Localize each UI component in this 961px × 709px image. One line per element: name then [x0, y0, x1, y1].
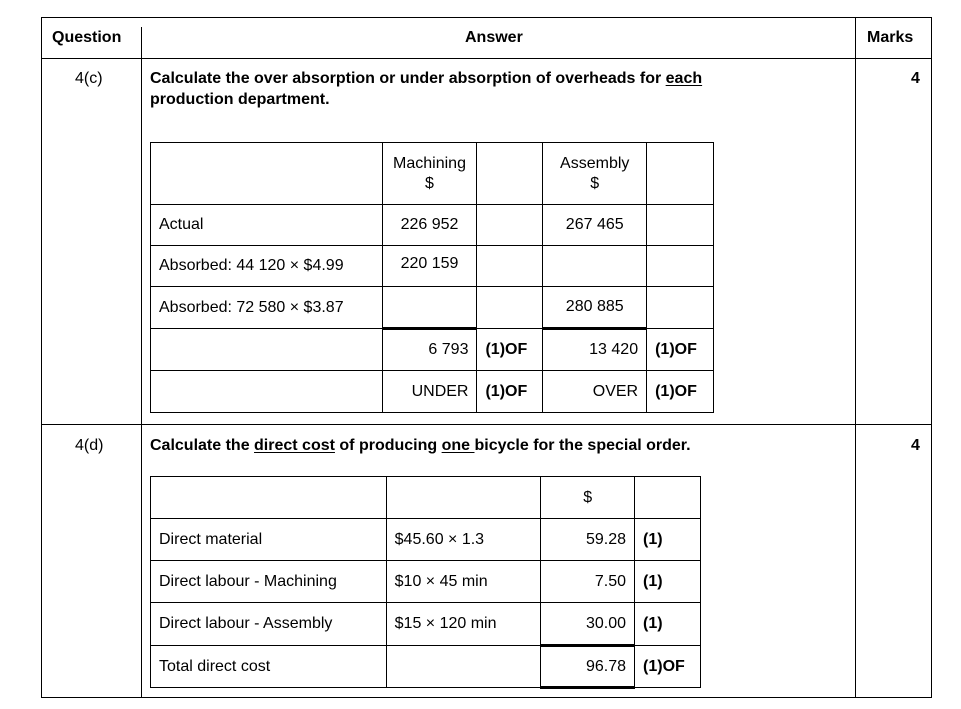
row-label: Absorbed: 72 580 × $3.87 [151, 287, 383, 329]
table-row [151, 519, 701, 561]
calculation: $10 × 45 min [386, 561, 541, 603]
assembly-value: 280 885 [543, 287, 647, 329]
assembly-mark [647, 287, 714, 329]
direct-cost-table [150, 476, 701, 689]
machining-mark [477, 205, 543, 246]
marks-4d: 4 [911, 437, 920, 454]
question-number-4d: 4(d) [75, 437, 104, 454]
table-header-row [151, 477, 701, 519]
assembly-mark: (1)OF [647, 371, 714, 413]
assembly-mark [647, 246, 714, 287]
assembly-mark: (1)OF [647, 329, 714, 371]
header-blank-cell [635, 477, 701, 519]
assembly-difference: 13 420 [543, 329, 647, 371]
question-number-4c: 4(c) [75, 70, 103, 87]
header-question: Question [52, 29, 122, 46]
cost-value: 30.00 [541, 603, 635, 646]
header-marks: Marks [867, 29, 914, 46]
outer-border-top [41, 17, 932, 18]
machining-value: 220 159 [382, 246, 477, 287]
assembly-value: 267 465 [543, 205, 647, 246]
question-4c-prompt-line2: production department. [150, 91, 330, 108]
marks-column-divider [855, 17, 856, 698]
machining-currency: $ [425, 175, 434, 192]
assembly-value [543, 246, 647, 287]
outer-border-left [41, 17, 42, 698]
cost-value: 59.28 [541, 519, 635, 561]
row-label [151, 329, 383, 371]
calculation: $15 × 120 min [386, 603, 541, 646]
prompt-text: Calculate the over absorption or under absorption of overheads for [150, 70, 666, 87]
assembly-currency: $ [590, 175, 600, 192]
assembly-result: OVER [543, 371, 647, 413]
calculation [386, 646, 541, 688]
machining-mark [477, 246, 543, 287]
assembly-label: Assembly [560, 155, 630, 172]
table-row [151, 205, 714, 246]
machining-value: 226 952 [382, 205, 477, 246]
cost-mark: (1) [635, 519, 701, 561]
assembly-mark-header [647, 143, 714, 205]
table-row-total [151, 646, 701, 688]
header-blank-cell [386, 477, 541, 519]
machining-difference: 6 793 [382, 329, 477, 371]
machining-result: UNDER [382, 371, 477, 413]
row-divider-4c-4d [41, 424, 932, 425]
calculation: $45.60 × 1.3 [386, 519, 541, 561]
table-row [151, 246, 714, 287]
machining-mark: (1)OF [477, 329, 543, 371]
table-row [151, 603, 701, 646]
row-label: Absorbed: 44 120 × $4.99 [151, 246, 383, 287]
assembly-mark [647, 205, 714, 246]
row-label: Total direct cost [151, 646, 387, 688]
prompt-emphasis: each [665, 70, 703, 87]
row-label: Direct labour - Machining [151, 561, 387, 603]
machining-mark [477, 287, 543, 329]
question-4d-prompt [150, 437, 691, 455]
header-blank-cell [151, 477, 387, 519]
question-4c-prompt [150, 70, 702, 88]
table-row-result [151, 371, 714, 413]
machining-header [382, 143, 477, 205]
row-label: Actual [151, 205, 383, 246]
prompt-text: bicycle for the special order. [474, 437, 691, 454]
cost-mark: (1) [635, 561, 701, 603]
total-cost-value: 96.78 [541, 646, 635, 688]
row-label: Direct material [151, 519, 387, 561]
machining-mark: (1)OF [477, 371, 543, 413]
header-blank-cell [151, 143, 383, 205]
cost-mark: (1) [635, 603, 701, 646]
marks-4c: 4 [911, 70, 920, 87]
outer-border-right [931, 17, 932, 698]
machining-value [382, 287, 477, 329]
machining-label: Machining [393, 155, 466, 172]
table-row [151, 287, 714, 329]
cost-value: 7.50 [541, 561, 635, 603]
row-label [151, 371, 383, 413]
table-row-difference [151, 329, 714, 371]
assembly-header [543, 143, 647, 205]
table-header-row [151, 143, 714, 205]
table-row [151, 561, 701, 603]
outer-border-bottom [41, 697, 932, 698]
prompt-emphasis: one [441, 437, 475, 454]
header-answer: Answer [465, 29, 523, 46]
machining-mark-header [477, 143, 543, 205]
prompt-emphasis: direct cost [254, 437, 335, 454]
cost-mark: (1)OF [635, 646, 701, 688]
absorption-table [150, 142, 714, 413]
prompt-text: Calculate the [150, 437, 255, 454]
question-column-divider [141, 27, 142, 698]
prompt-text: of producing [334, 437, 442, 454]
currency-header: $ [541, 477, 635, 519]
row-label: Direct labour - Assembly [151, 603, 387, 646]
header-divider [41, 58, 932, 59]
